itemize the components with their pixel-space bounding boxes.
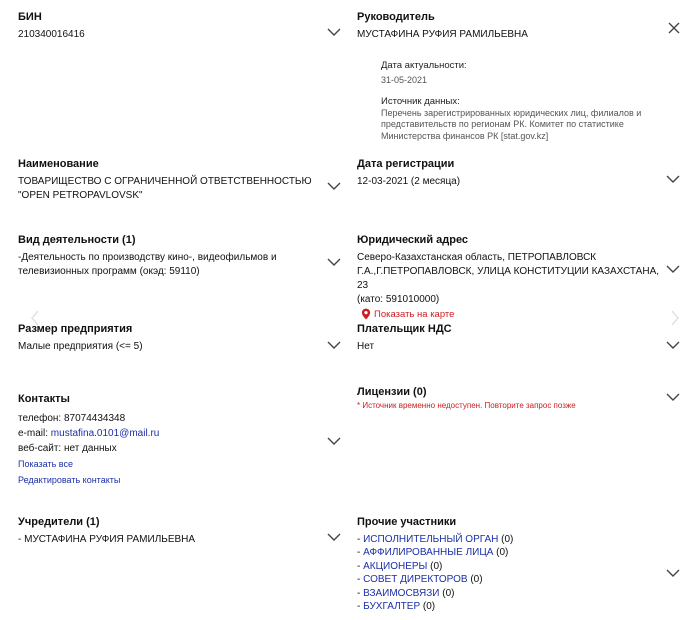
address-line: Северо-Казахстанская область, ПЕТРОПАВЛОВСК — [357, 252, 597, 263]
vat-section — [357, 322, 657, 354]
participant-count: (0) — [420, 601, 436, 613]
participant-link[interactable]: ИСПОЛНИТЕЛЬНЫЙ ОРГАН — [363, 534, 499, 545]
activity-label: Вид деятельности (1) — [18, 234, 136, 246]
participant-item: - ВЗАИМОСВЯЗИ (0) — [357, 587, 455, 599]
relevance-label: Дата актуальности: — [381, 60, 467, 71]
source-line: Министерства финансов РК [stat.gov.kz] — [381, 130, 549, 141]
licenses-expand-chevron-down-icon[interactable] — [666, 393, 680, 402]
map-pin-icon — [361, 308, 371, 320]
size-value: Малые предприятия (<= 5) — [18, 341, 143, 352]
founders-expand-chevron-down-icon[interactable] — [327, 533, 341, 542]
chevron-right-icon[interactable] — [670, 310, 680, 326]
participants-label: Прочие участники — [357, 516, 457, 528]
participant-count: (0) — [439, 587, 455, 599]
show-on-map-link[interactable] — [357, 308, 667, 320]
source-line: представительств по регионам РК. Комитет по статистике — [381, 119, 624, 129]
participant-item: - АФФИЛИРОВАННЫЕ ЛИЦА (0) — [357, 547, 509, 559]
bin-value: 210340016416 — [18, 29, 85, 40]
name-section — [18, 157, 318, 203]
size-section — [18, 322, 318, 354]
founder-item: - МУСТАФИНА РУФИЯ РАМИЛЬЕВНА — [18, 534, 196, 545]
participants-expand-chevron-down-icon[interactable] — [666, 569, 680, 578]
participant-link[interactable]: АФФИЛИРОВАННЫЕ ЛИЦА — [363, 547, 494, 559]
licenses-label: Лицензии (0) — [357, 386, 427, 398]
manager-label: Руководитель — [357, 11, 435, 23]
registration-value: 12-03-2021 (2 месяца) — [357, 176, 461, 187]
activity-line: телевизионных программ (окэд: 59110) — [18, 266, 200, 277]
source-label: Источник данных: — [381, 95, 460, 107]
close-icon[interactable] — [668, 22, 680, 34]
vat-label: Плательщик НДС — [357, 323, 452, 335]
address-line: (като: 591010000) — [357, 294, 440, 305]
founders-label: Учредители (1) — [18, 516, 100, 528]
contacts-label: Контакты — [18, 393, 70, 405]
bin-expand-chevron-down-icon[interactable] — [327, 28, 341, 37]
relevance-date: 31-05-2021 — [381, 75, 428, 85]
address-expand-chevron-down-icon[interactable] — [666, 265, 680, 274]
contacts-section — [18, 392, 318, 487]
size-expand-chevron-down-icon[interactable] — [327, 341, 341, 350]
activity-expand-chevron-down-icon[interactable] — [327, 258, 341, 267]
licenses-section — [357, 385, 667, 411]
contact-email-row — [18, 426, 318, 441]
participant-item: - АКЦИОНЕРЫ (0) — [357, 560, 443, 572]
bin-section — [18, 10, 338, 42]
participant-count: (0) — [427, 560, 443, 572]
contact-website: веб-сайт: нет данных — [18, 443, 117, 454]
contact-phone: телефон: 87074434348 — [18, 413, 126, 424]
participant-item: - СОВЕТ ДИРЕКТОРОВ (0) — [357, 574, 483, 586]
participant-link[interactable]: БУХГАЛТЕР — [363, 601, 421, 613]
participant-item: - ИСПОЛНИТЕЛЬНЫЙ ОРГАН (0) — [357, 534, 514, 545]
address-section — [357, 233, 667, 320]
edit-contacts-link[interactable]: Редактировать контакты — [18, 475, 121, 485]
participant-link[interactable]: СОВЕТ ДИРЕКТОРОВ — [363, 574, 468, 586]
participant-item: - БУХГАЛТЕР (0) — [357, 601, 436, 613]
address-line: Г.А.,Г.ПЕТРОПАВЛОВСК, УЛИЦА КОНСТИТУЦИИ КАЗАХСТАНА, 23 — [357, 266, 660, 291]
manager-value: МУСТАФИНА РУФИЯ РАМИЛЬЕВНА — [357, 29, 528, 40]
contact-email-prefix: e-mail: — [18, 428, 51, 439]
participant-count: (0) — [493, 547, 509, 559]
size-label: Размер предприятия — [18, 323, 133, 335]
show-all-contacts-link[interactable]: Показать все — [18, 459, 73, 469]
participant-link[interactable]: АКЦИОНЕРЫ — [363, 560, 428, 572]
manager-source-panel — [381, 59, 671, 142]
registration-label: Дата регистрации — [357, 158, 455, 170]
contact-email-link[interactable]: mustafina.0101@mail.ru — [50, 428, 160, 439]
activity-section — [18, 233, 323, 279]
contacts-expand-chevron-down-icon[interactable] — [327, 437, 341, 446]
founders-section — [18, 515, 318, 547]
participant-count: (0) — [498, 534, 514, 545]
participants-list — [357, 533, 657, 613]
registration-section — [357, 157, 657, 189]
bin-label: БИН — [18, 11, 42, 23]
participant-count: (0) — [467, 574, 483, 586]
address-label: Юридический адрес — [357, 234, 469, 246]
vat-expand-chevron-down-icon[interactable] — [666, 341, 680, 350]
registration-expand-chevron-down-icon[interactable] — [666, 175, 680, 184]
source-line: Перечень зарегистрированных юридических лиц, филиалов и — [381, 107, 642, 118]
map-link-label: Показать на карте — [374, 308, 455, 320]
vat-value: Нет — [357, 341, 375, 352]
participant-link[interactable]: ВЗАИМОСВЯЗИ — [363, 587, 440, 599]
activity-line: -Деятельность по производству кино-, видеофильмов и — [18, 252, 277, 263]
name-expand-chevron-down-icon[interactable] — [327, 182, 341, 191]
name-label: Наименование — [18, 158, 99, 170]
licenses-note: * Источник временно недоступен. Повторите запрос позже — [357, 401, 576, 410]
manager-section — [357, 10, 657, 42]
name-line: ТОВАРИЩЕСТВО С ОГРАНИЧЕННОЙ ОТВЕТСТВЕННОСТЬЮ — [18, 176, 312, 187]
participants-section — [357, 515, 657, 613]
name-line: "OPEN PETROPAVLOVSK" — [18, 190, 143, 201]
